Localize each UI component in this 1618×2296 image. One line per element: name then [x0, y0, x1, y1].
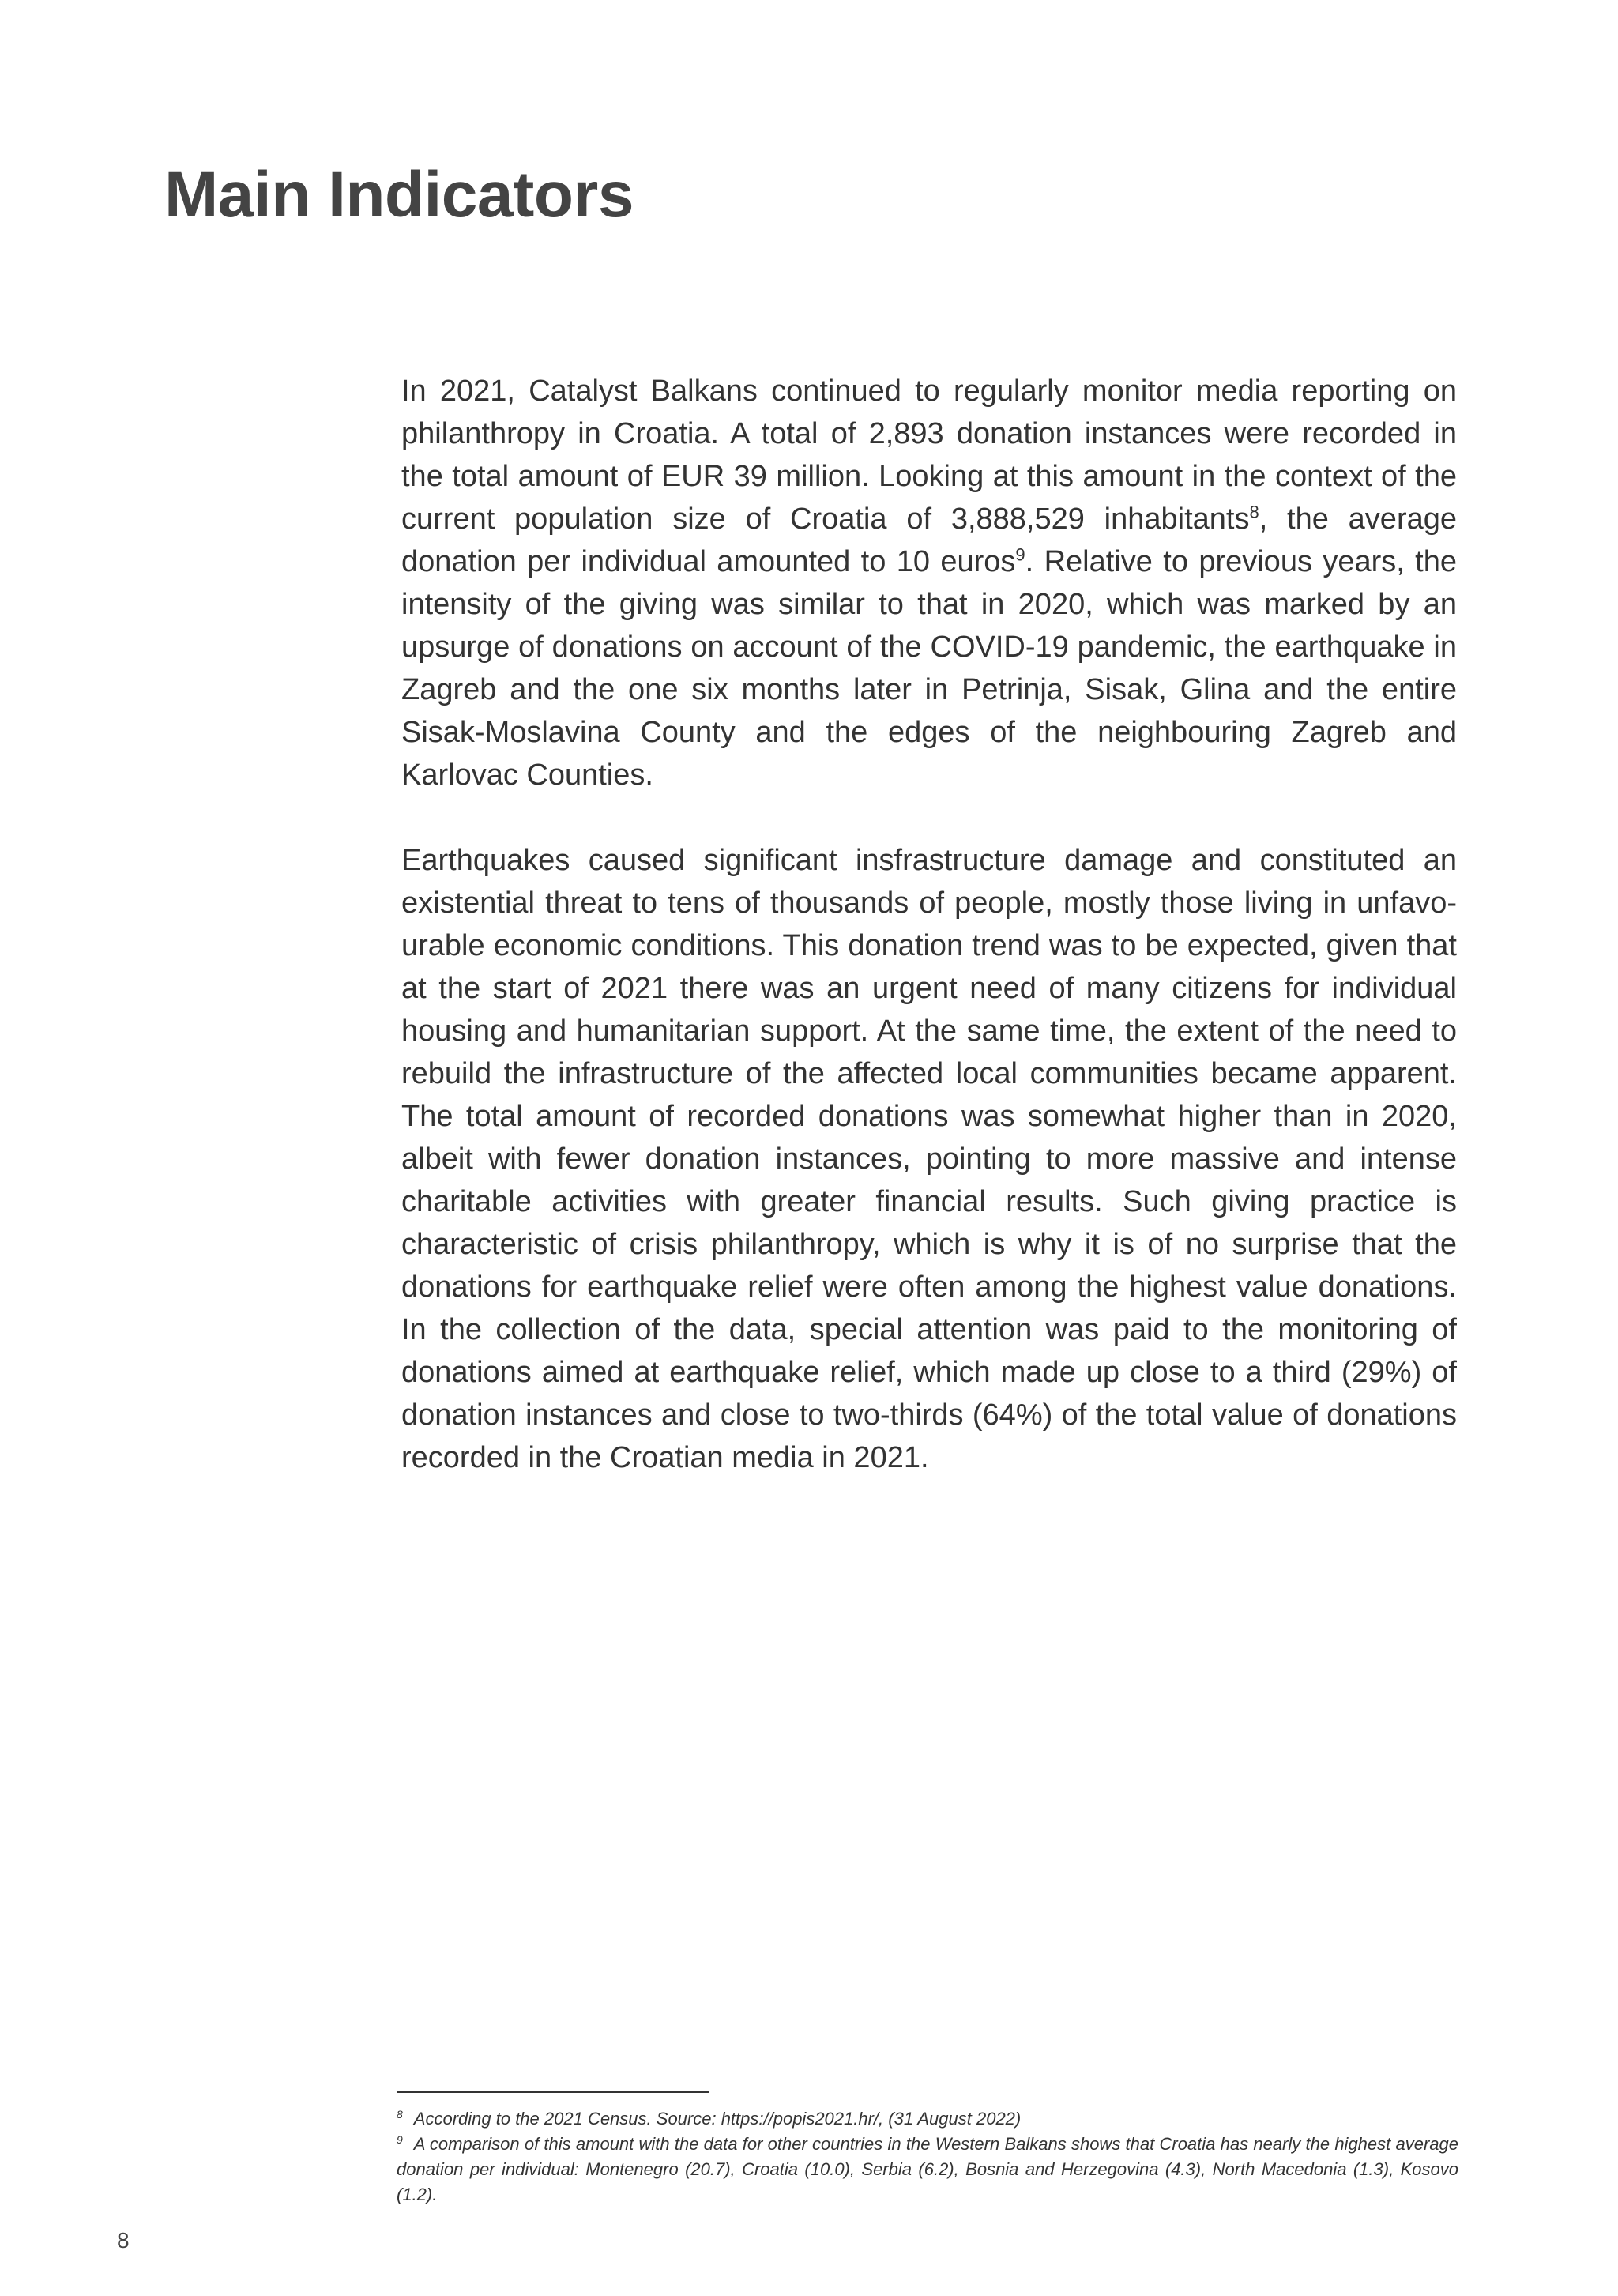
footnote-9	[397, 2132, 1458, 2208]
footnote-mark: 8	[397, 2107, 403, 2121]
footnote-ref-8[interactable]: 8	[1249, 502, 1259, 522]
paragraph-2: Earthquakes caused significant insfrastructure damage and constituted an existential threat to tens of thousands of people, mostly those living in unfavo-urable economic conditions. This donation trend was to be expected, given that at the start of 2021 there was an urgent need of many citizens for individual housing and humanitarian support. At the same time, the extent of the need to rebuild the infrastructure of the affected local communities became apparent. The total amount of recorded donations was somewhat higher than in 2020, albeit with fewer donation instances, pointing to more massive and intense charitable activities with greater financial results. Such giving practice is characteristic of crisis philanthropy, which is why it is of no surprise that the donations for earthquake relief were often among the highest value donations. In the collection of the data, special attention was paid to the monitoring of donations aimed at earthquake relief, which made up close to a third (29%) of donation instances and close to two-thirds (64%) of the total value of donations recorded in the Croatian media in 2021.	[401, 844, 1457, 1474]
page-title: Main Indicators	[164, 159, 634, 231]
paragraph-1-text-c: . Relative to previous years, the intensity of the giving was similar to that in 2020, which was marked by an upsurge of donations on account of the COVID-19 pandemic, the earthquake in Zagreb and the one six months later in Petrinja, Sisak, Glina and the entire Sisak-Moslavina County and the edges of the neighbouring Zagreb and Karlovac Counties.	[401, 545, 1457, 792]
paragraph-1	[401, 370, 1457, 796]
footnote-text: A comparison of this amount with the data for other countries in the Western Balkans shows that Croatia has nearly the highest average donation per individual: Montenegro (20.7), Croatia (10.0), Serbia (6.2), Bosnia and Herzegovina (4.3), North Macedonia (1.3), Kosovo (1.2).	[397, 2134, 1458, 2204]
footnote-mark: 9	[397, 2132, 403, 2146]
footnotes	[397, 2106, 1458, 2208]
footnote-text: According to the 2021 Census. Source: https://popis2021.hr/, (31 August 2022)	[413, 2109, 1022, 2129]
footnote-divider	[397, 2091, 709, 2093]
paragraph-1-text-a: In 2021, Catalyst Balkans continued to regularly monitor media reporting on philanthropy in Croatia. A total of 2,893 donation instances were recorded in the total amount of EUR 39 million. Looking at this amount in the context of the current population size of Croatia of 3,888,529 inhabitants	[401, 375, 1457, 536]
paragraph-1-text-b: , the average donation per individual amounted to 10 euros	[401, 502, 1457, 578]
page-number: 8	[117, 2228, 130, 2253]
footnote-8	[397, 2106, 1458, 2132]
body-text	[401, 370, 1457, 1522]
footnote-ref-9[interactable]: 9	[1015, 544, 1025, 565]
